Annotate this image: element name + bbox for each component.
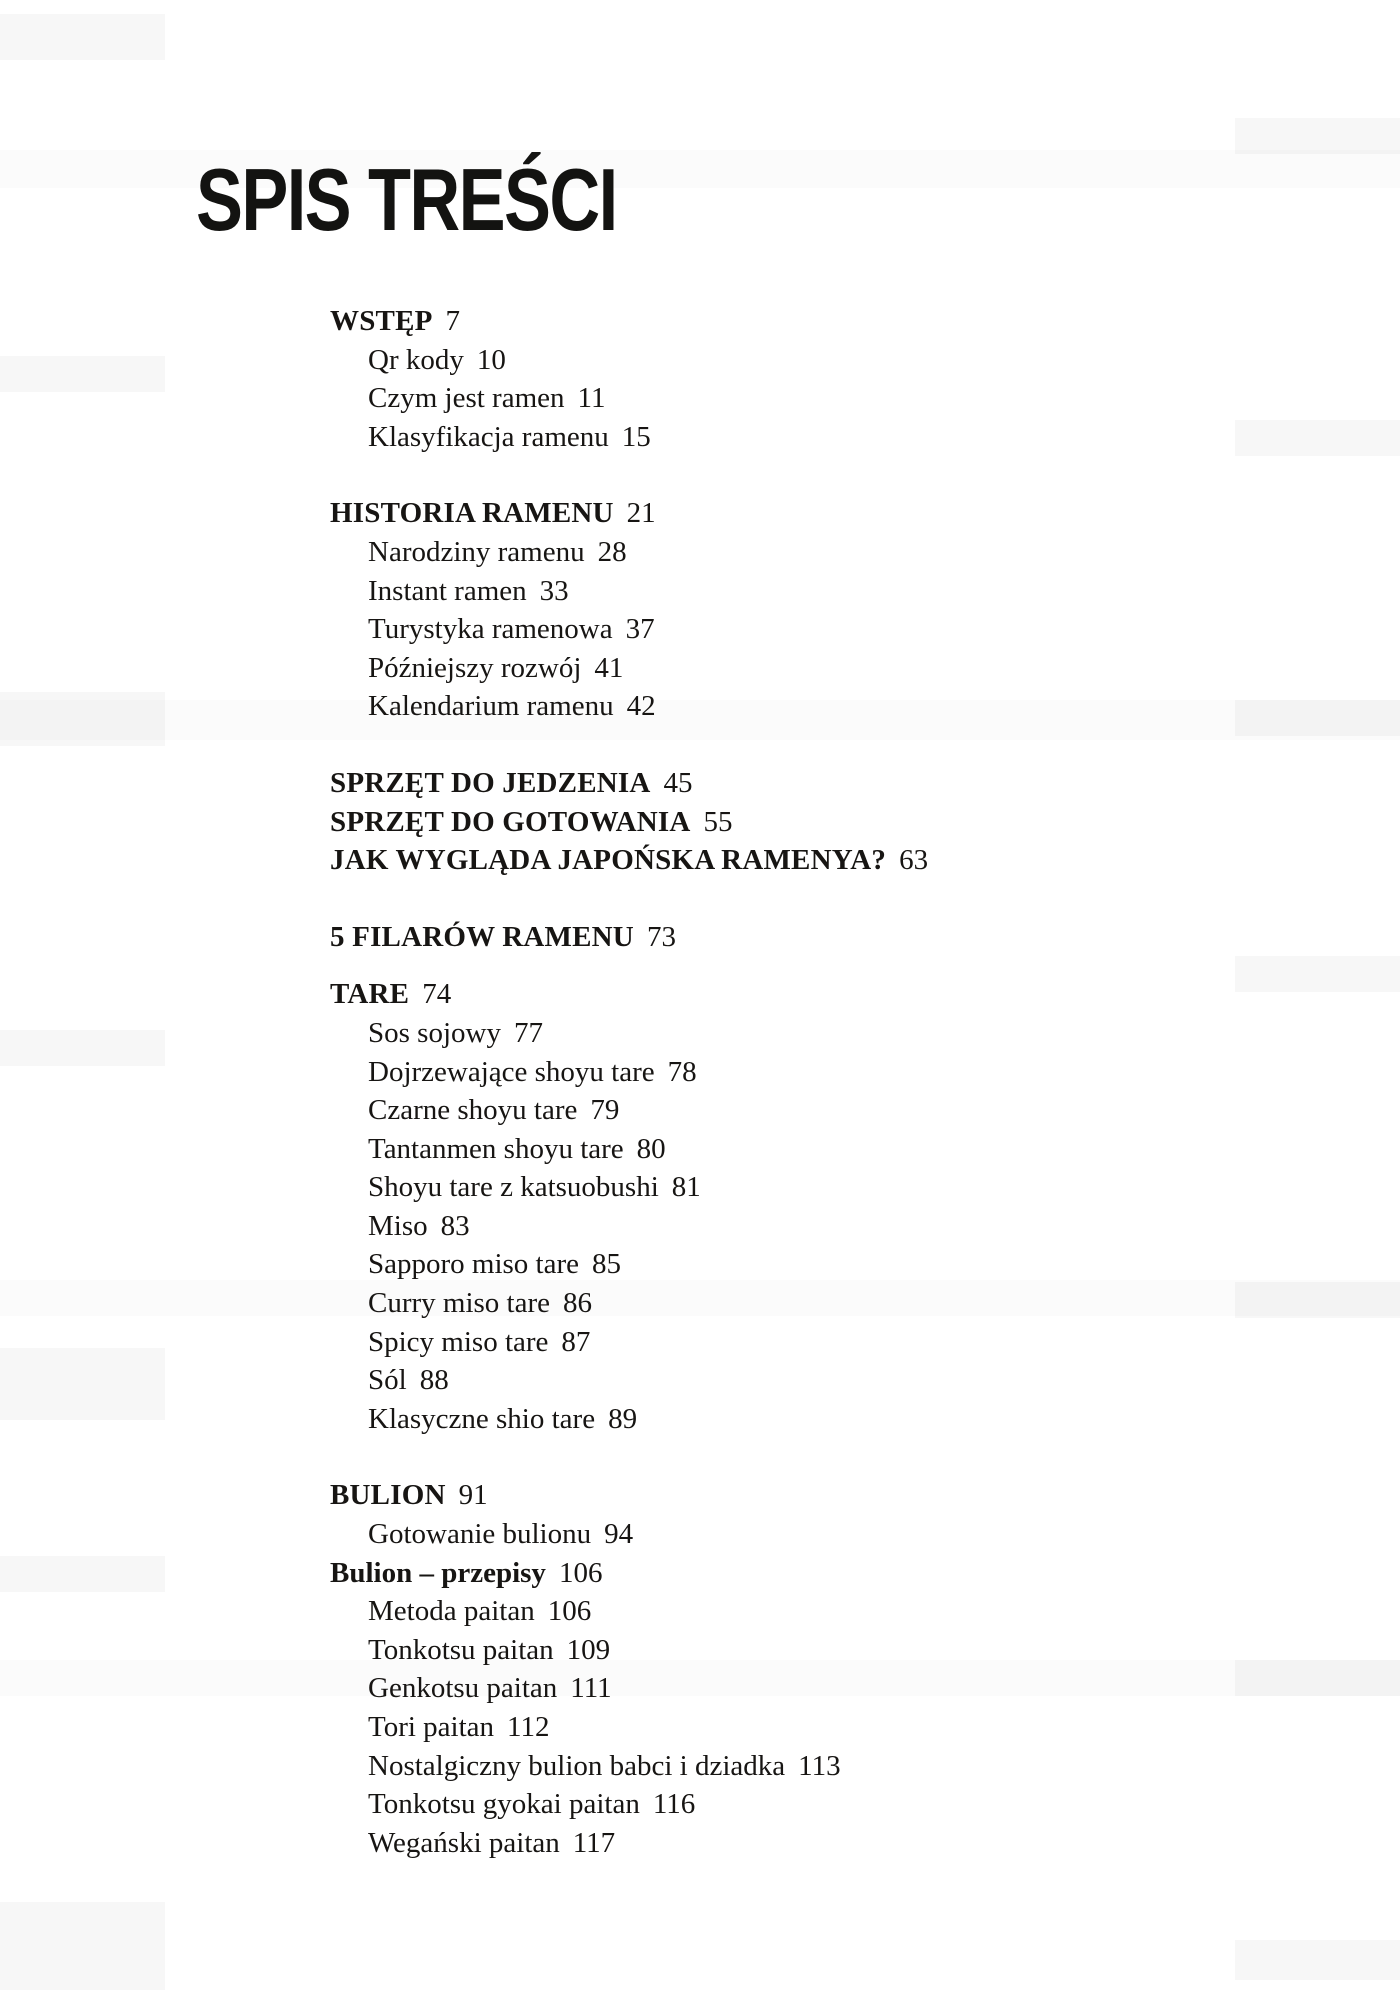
toc-entry-page-number: 106 (547, 1595, 592, 1628)
toc-entry (330, 302, 928, 341)
toc-entry (330, 1554, 928, 1593)
toc-entry (330, 572, 928, 611)
toc-entry-page-number: 113 (798, 1749, 841, 1782)
scan-artifact (0, 1902, 165, 1990)
toc-entry (330, 379, 928, 418)
scan-artifact (1235, 1940, 1400, 1980)
toc-entry (330, 1708, 928, 1747)
toc-entry-page-number: 10 (476, 343, 506, 376)
toc-entry-page-number: 41 (594, 651, 624, 684)
toc-entry-label: SPRZĘT DO JEDZENIA (330, 766, 651, 799)
toc-entry-page-number: 78 (667, 1055, 697, 1088)
toc-entry-label: Sapporo miso tare (368, 1248, 580, 1281)
page-title: SPIS TREŚCI (196, 150, 617, 249)
toc-group (330, 1476, 928, 1862)
toc-entry (330, 533, 928, 572)
toc-entry-label: Instant ramen (368, 574, 527, 607)
toc-entry (330, 1207, 928, 1246)
scan-artifact (0, 1030, 165, 1066)
toc-entry-label: Tantanmen shoyu tare (368, 1132, 624, 1165)
toc-entry-page-number: 111 (570, 1672, 612, 1705)
toc-entry (330, 803, 928, 842)
toc-group (330, 764, 928, 880)
toc-entry-page-number: 77 (513, 1016, 543, 1049)
toc-group (330, 302, 928, 456)
toc-entry (330, 1168, 928, 1207)
toc-entry (330, 418, 928, 457)
scan-artifact (1235, 1282, 1400, 1318)
table-of-contents (330, 302, 928, 1862)
toc-entry-page-number: 79 (590, 1094, 620, 1127)
toc-entry (330, 1361, 928, 1400)
toc-entry (330, 687, 928, 726)
toc-entry (330, 494, 928, 533)
toc-entry-label: TARE (330, 978, 410, 1011)
toc-entry (330, 1091, 928, 1130)
toc-entry-label: Sos sojowy (368, 1016, 501, 1049)
toc-entry (330, 841, 928, 880)
toc-entry-label: Spicy miso tare (368, 1325, 549, 1358)
toc-group (330, 975, 928, 1438)
toc-entry (330, 610, 928, 649)
toc-entry (330, 1014, 928, 1053)
toc-entry (330, 1053, 928, 1092)
toc-group (330, 918, 928, 957)
toc-entry-label: WSTĘP (330, 305, 433, 337)
toc-entry (330, 1476, 928, 1515)
toc-entry-page-number: 112 (507, 1711, 550, 1743)
toc-entry-page-number: 83 (440, 1209, 470, 1242)
toc-entry-label: Tonkotsu paitan (368, 1633, 554, 1666)
toc-entry-page-number: 33 (539, 574, 569, 607)
toc-entry-page-number: 81 (671, 1171, 701, 1204)
toc-entry-page-number: 63 (899, 844, 929, 877)
toc-entry-page-number: 109 (566, 1633, 611, 1666)
toc-entry-label: Klasyczne shio tare (368, 1402, 596, 1435)
toc-entry-page-number: 7 (445, 305, 461, 337)
toc-entry-label: Narodziny ramenu (368, 535, 585, 568)
toc-entry-page-number: 73 (646, 920, 676, 953)
scan-artifact (1235, 700, 1400, 736)
toc-entry-page-number: 15 (621, 420, 651, 453)
toc-entry-page-number: 11 (577, 382, 606, 415)
toc-entry-page-number: 117 (572, 1826, 616, 1859)
toc-entry (330, 1400, 928, 1439)
toc-entry-page-number: 28 (597, 535, 627, 568)
toc-entry (330, 1245, 928, 1284)
toc-entry-page-number: 37 (625, 613, 655, 646)
toc-entry-label: SPRZĘT DO GOTOWANIA (330, 805, 691, 838)
toc-entry-label: Miso (368, 1209, 428, 1242)
toc-entry (330, 918, 928, 957)
toc-entry-label: Nostalgiczny bulion babci i dziadka (368, 1749, 786, 1782)
toc-entry (330, 1747, 928, 1786)
toc-entry-label: Bulion – przepisy (330, 1556, 546, 1589)
toc-entry-page-number: 85 (592, 1248, 622, 1281)
scan-artifact (1235, 1660, 1400, 1696)
toc-entry-label: Czarne shoyu tare (368, 1094, 578, 1127)
scan-artifact (0, 1556, 165, 1592)
toc-entry-label: JAK WYGLĄDA JAPOŃSKA RAMENYA? (330, 844, 887, 877)
toc-entry-label: Dojrzewające shoyu tare (368, 1055, 655, 1088)
toc-entry-page-number: 45 (663, 766, 693, 799)
toc-entry (330, 341, 928, 380)
scan-artifact (1235, 420, 1400, 456)
toc-entry (330, 975, 928, 1014)
toc-entry-page-number: 88 (419, 1364, 449, 1397)
toc-entry-label: Qr kody (368, 343, 464, 376)
toc-entry (330, 1824, 928, 1863)
toc-entry-page-number: 86 (563, 1287, 593, 1320)
toc-entry-label: Gotowanie bulionu (368, 1518, 592, 1551)
toc-entry (330, 1631, 928, 1670)
toc-entry (330, 1130, 928, 1169)
toc-entry-label: HISTORIA RAMENU (330, 497, 614, 530)
scan-artifact (0, 356, 165, 392)
toc-entry (330, 1592, 928, 1631)
toc-entry (330, 1669, 928, 1708)
toc-entry-page-number: 116 (652, 1788, 696, 1821)
toc-entry-label: Klasyfikacja ramenu (368, 420, 609, 453)
toc-entry-label: Wegański paitan (368, 1826, 560, 1859)
scan-artifact (0, 692, 165, 746)
toc-entry-label: 5 FILARÓW RAMENU (330, 920, 634, 953)
toc-entry-label: Sól (368, 1364, 407, 1397)
toc-entry (330, 1323, 928, 1362)
toc-entry-label: Shoyu tare z katsuobushi (368, 1171, 659, 1204)
toc-entry-label: Późniejszy rozwój (368, 651, 582, 684)
toc-entry-label: Genkotsu paitan (368, 1672, 558, 1705)
scan-artifact (0, 14, 165, 60)
toc-entry-page-number: 94 (604, 1518, 634, 1551)
toc-entry (330, 1515, 928, 1554)
toc-entry-page-number: 74 (422, 978, 452, 1011)
scan-artifact (1235, 118, 1400, 154)
toc-entry-page-number: 91 (458, 1479, 488, 1512)
toc-entry-label: Tonkotsu gyokai paitan (368, 1788, 640, 1821)
toc-entry (330, 764, 928, 803)
toc-entry-page-number: 80 (636, 1132, 666, 1165)
toc-entry-page-number: 55 (703, 805, 733, 838)
toc-entry-page-number: 21 (626, 497, 656, 530)
toc-entry-page-number: 42 (626, 690, 656, 723)
toc-entry-label: Curry miso tare (368, 1287, 551, 1320)
toc-entry-page-number: 106 (558, 1556, 603, 1589)
toc-entry-label: Czym jest ramen (368, 382, 565, 415)
scan-artifact (0, 1348, 165, 1420)
toc-entry-label: BULION (330, 1479, 446, 1512)
scan-artifact (1235, 956, 1400, 992)
toc-entry-page-number: 87 (561, 1325, 591, 1358)
toc-entry-label: Tori paitan (368, 1711, 495, 1743)
toc-entry (330, 649, 928, 688)
toc-group (330, 494, 928, 726)
toc-entry-label: Kalendarium ramenu (368, 690, 614, 723)
toc-entry-page-number: 89 (608, 1402, 638, 1435)
toc-entry (330, 1785, 928, 1824)
toc-entry-label: Turystyka ramenowa (368, 613, 613, 646)
toc-entry (330, 1284, 928, 1323)
toc-entry-label: Metoda paitan (368, 1595, 535, 1628)
